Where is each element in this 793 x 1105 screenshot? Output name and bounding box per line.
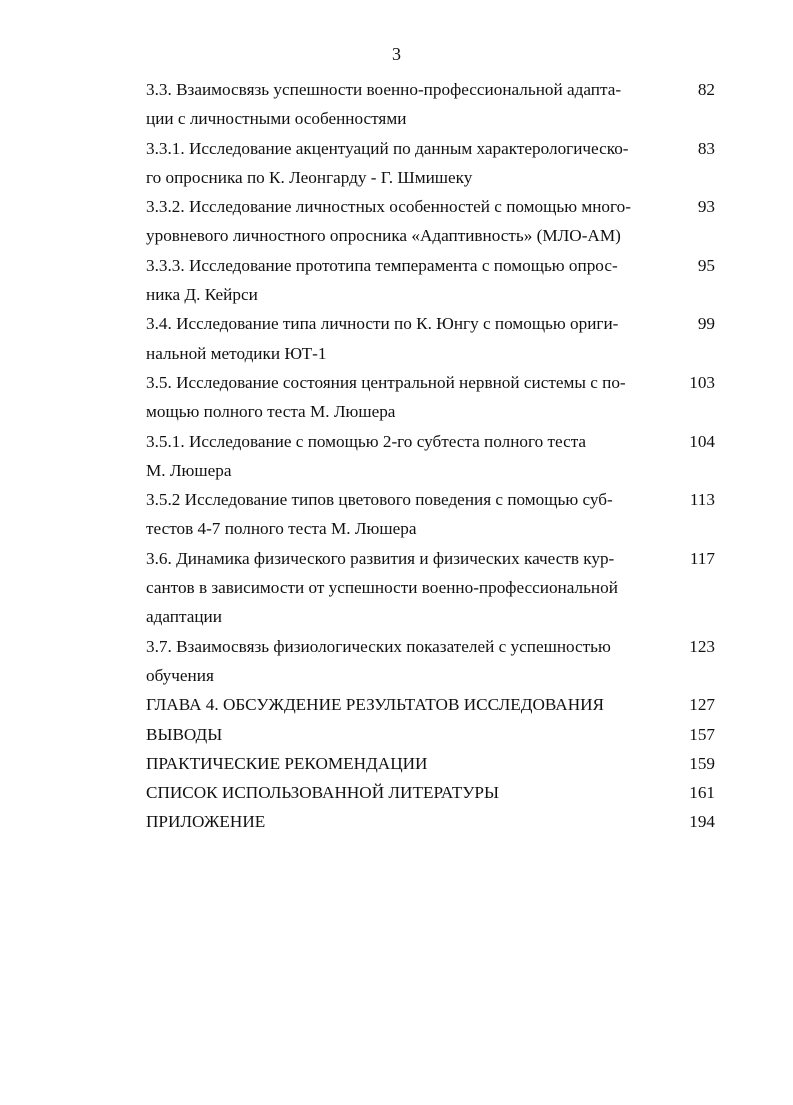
toc-entry-title-line: 3.6. Динамика физического развития и физических качеств кур-: [146, 548, 615, 568]
toc-entry-recommendations: [146, 749, 721, 778]
toc-entry-title-line: ПРАКТИЧЕСКИЕ РЕКОМЕНДАЦИИ: [146, 753, 428, 773]
toc-entry-3-3: [146, 75, 721, 134]
toc-entry-title-line: обучения: [146, 665, 214, 685]
toc-page-number: 127: [689, 695, 715, 715]
toc-entry-3-6: [146, 544, 721, 632]
toc-page-number: 194: [689, 812, 715, 832]
toc-entry-appendix: [146, 807, 721, 836]
toc-entry-title-line: тестов 4-7 полного теста М. Люшера: [146, 519, 417, 539]
toc-entry-title-line: 3.3.3. Исследование прототипа темперамента с помощью опрос-: [146, 255, 618, 275]
toc-entry-references: [146, 778, 721, 807]
toc-entry-title-line: нальной методики ЮТ-1: [146, 343, 327, 363]
toc-entry-3-5-2: [146, 485, 721, 544]
toc-page-number: 82: [697, 80, 715, 99]
toc-page-number: 99: [697, 314, 715, 334]
toc-page-number: 159: [689, 753, 715, 773]
toc-page-number: 161: [689, 783, 715, 803]
toc-entry-3-5: [146, 368, 721, 427]
toc-page-number: 123: [689, 636, 715, 656]
page-number: 3: [392, 44, 401, 64]
toc-entry-title-line: адаптации: [146, 607, 222, 627]
toc-entry-title-line: ПРИЛОЖЕНИЕ: [146, 812, 266, 832]
toc-entry-3-5-1: [146, 427, 721, 486]
toc-entry-title-line: ника Д. Кейрси: [146, 285, 258, 305]
toc-entry-title-line: ГЛАВА 4. ОБСУЖДЕНИЕ РЕЗУЛЬТАТОВ ИССЛЕДОВАНИЯ: [146, 695, 604, 715]
toc-page-number: 83: [697, 138, 715, 158]
toc-entry-title-line: ВЫВОДЫ: [146, 724, 223, 744]
toc-entry-title-line: 3.5.1. Исследование с помощью 2-го субтеста полного теста: [146, 431, 587, 451]
toc-entry-title-line: сантов в зависимости от успешности военно-профессиональной: [146, 578, 618, 598]
toc-page-number: 113: [689, 490, 715, 510]
toc-entry-title-line: СПИСОК ИСПОЛЬЗОВАННОЙ ЛИТЕРАТУРЫ: [146, 783, 499, 803]
toc-page-number: 103: [689, 372, 715, 392]
table-of-contents: [146, 75, 721, 837]
toc-page-number: 117: [689, 548, 715, 568]
toc-page-number: 157: [689, 724, 715, 744]
toc-entry-title-line: 3.7. Взаимосвязь физиологических показателей с успешностью: [146, 636, 611, 656]
toc-page-number: 95: [697, 255, 715, 275]
toc-entry-title-line: 3.5.2 Исследование типов цветового поведения с помощью суб-: [146, 490, 613, 510]
toc-entry-title-line: уровневого личностного опросника «Адаптивность» (МЛО-АМ): [146, 226, 621, 246]
toc-entry-title-line: мощью полного теста М. Люшера: [146, 402, 396, 422]
toc-entry-title-line: го опросника по К. Леонгарду - Г. Шмишеку: [146, 167, 473, 187]
toc-entry-3-3-3: [146, 251, 721, 310]
toc-entry-title-line: 3.4. Исследование типа личности по К. Юнгу с помощью ориги-: [146, 314, 619, 334]
toc-entry-title-line: 3.3.2. Исследование личностных особенностей с помощью много-: [146, 197, 631, 217]
toc-entry-3-3-2: [146, 192, 721, 251]
toc-page-number: 104: [689, 431, 715, 451]
toc-entry-3-7: [146, 632, 721, 691]
toc-entry-3-4: [146, 309, 721, 368]
toc-entry-title-line: 3.3. Взаимосвязь успешности военно-профессиональной адапта-: [146, 80, 622, 99]
toc-entry-title-line: 3.5. Исследование состояния центральной нервной системы с по-: [146, 372, 626, 392]
toc-entry-3-3-1: [146, 134, 721, 193]
toc-entry-title-line: ции с личностными особенностями: [146, 109, 407, 129]
toc-entry-title-line: 3.3.1. Исследование акцентуаций по данным характерологическо-: [146, 138, 629, 158]
toc-entry-chapter-4: [146, 690, 721, 719]
toc-entry-title-line: М. Люшера: [146, 460, 232, 480]
toc-entry-conclusions: [146, 720, 721, 749]
toc-page-number: 93: [697, 197, 715, 217]
